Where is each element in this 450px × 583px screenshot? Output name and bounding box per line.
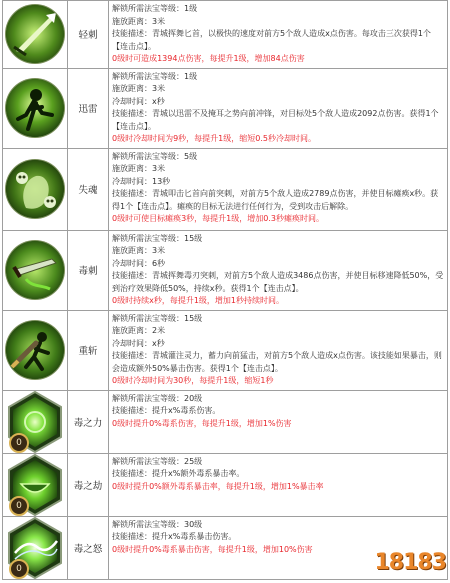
skill-row-3 [3,148,448,230]
skill-info-line: 技能描述：青城叩击匕首向前突刺，对前方5个敌人造成2789点伤害，并使目标瘫痪x秒。获得1个【连击点】。瘫痪的目标无法进行任何行为，受到攻击后解除。 [112,189,439,211]
skill-description [109,1,448,69]
level-scaling-text: 0级时提升0%额外毒系暴击率，每提升1级，增加1%暴击率 [112,481,324,491]
level-scaling-text: 0级时可使目标瘫痪3秒，每提升1级，增加0.3秒瘫痪时间。 [112,214,324,223]
skill-icon-cell [3,453,68,516]
skill-info-line: 施放距离：3米 [112,16,166,26]
skill-description [109,230,448,310]
poison-wave-icon [7,517,63,579]
skill-info-line: 技能描述：提升x%额外毒系暴击率。 [112,469,245,478]
skill-info-line: 施放距离：3米 [112,246,166,255]
skill-name: 毒之怒 [68,516,109,579]
skill-icon-cell [3,230,68,310]
skill-info-line: 技能描述：青城灌注灵力，蓄力向前猛击，对前方5个敌人造成x点伤害。该技能如果暴击，则会造成额外50%暴击伤害。获得1个【连击点】。 [112,351,442,373]
skill-row-4 [3,230,448,310]
skill-name: 毒之力 [68,390,109,453]
skill-icon-cell [3,390,68,453]
skill-icon-cell [3,516,68,579]
level-scaling-text: 0级时可造成1394点伤害，每提升1级，增加84点伤害 [112,54,305,63]
skill-info-line: 冷却时间：6秒 [112,258,166,268]
level-scaling-text: 0级时冷却时间为9秒，每提升1级，缩短0.5秒冷却时间。 [112,134,316,143]
skill-icon-cell [3,310,68,390]
poison-orb-icon [7,391,63,453]
watermark-logo: 18183 [374,550,446,575]
heavy-slash-icon [6,321,64,379]
skill-info-line: 解锁所需法宝等级：15级 [112,233,203,243]
skill-name: 毒之劫 [68,453,109,516]
level-scaling-text: 0级时冷却时间为30秒，每提升1级，缩短1秒 [112,376,274,385]
skill-info-line: 技能描述：青城挥舞匕首，以极快的速度对前方5个敌人造成x点伤害。每攻击三次获得1个【连击点】。 [112,29,431,51]
skill-info-line: 解锁所需法宝等级：5级 [112,151,198,161]
skill-description [109,390,448,453]
skill-name: 迅雷 [68,68,109,148]
skill-info-line: 解锁所需法宝等级：30级 [112,519,203,529]
skill-row-5 [3,310,448,390]
skill-description [109,68,448,148]
level-badge: 0 [9,433,29,453]
skill-info-line: 解锁所需法宝等级：25级 [112,456,203,466]
skill-row-6 [3,390,448,453]
ghost-skull-icon [6,160,64,218]
skill-icon-cell [3,1,68,69]
skill-table [2,0,448,580]
level-scaling-text: 0级时提升0%毒系伤害，每提升1级，增加1%伤害 [112,418,292,428]
skill-info-line: 解锁所需法宝等级：20级 [112,393,203,403]
skill-icon-cell [3,148,68,230]
skill-description [109,453,448,516]
skill-row-2 [3,68,448,148]
skill-name: 毒刺 [68,230,109,310]
dagger-throw-icon [6,5,64,63]
skill-description [109,148,448,230]
skill-icon-cell [3,68,68,148]
skill-info-line: 技能描述：提升x%毒系伤害。 [112,406,221,415]
level-scaling-text: 0级时提升0%毒系暴击伤害，每提升1级，增加10%伤害 [112,544,313,554]
skill-row-7 [3,453,448,516]
level-badge: 0 [9,496,29,516]
skill-name: 失魂 [68,148,109,230]
skill-row-1 [3,1,448,69]
skill-info-line: 施放距离：2米 [112,326,166,335]
skill-info-line: 技能描述：青城挥舞毒刃突刺，对前方5个敌人造成3486点伤害，并使目标移速降低50%，受到治疗效果降低50%，持续x秒。获得1个【连击点】。 [112,271,444,293]
skill-info-line: 解锁所需法宝等级：1级 [112,71,198,81]
ninja-dash-icon [6,79,64,137]
skill-info-line: 冷却时间：x秒 [112,338,165,348]
skill-info-line: 施放距离：3米 [112,164,166,173]
poison-blade-icon [6,241,64,299]
poison-bowl-icon [7,454,63,516]
skill-info-line: 解锁所需法宝等级：15级 [112,313,203,323]
level-badge: 0 [9,559,29,579]
skill-description [109,310,448,390]
skill-info-line: 解锁所需法宝等级：1级 [112,4,198,13]
skill-info-line: 冷却时间：13秒 [112,176,171,186]
skill-info-line: 冷却时间：x秒 [112,96,165,106]
skill-info-line: 技能描述：提升x%毒系暴击伤害。 [112,532,237,541]
level-scaling-text: 0级时持续x秒，每提升1级，增加1秒持续时间。 [112,296,285,305]
skill-info-line: 施放距离：3米 [112,84,166,93]
skill-name: 轻刺 [68,1,109,69]
skill-name: 重斩 [68,310,109,390]
skill-info-line: 技能描述：青城以迅雷不及掩耳之势向前冲锋，对目标处5个敌人造成2092点伤害。获得1个【连击点】。 [112,109,439,131]
